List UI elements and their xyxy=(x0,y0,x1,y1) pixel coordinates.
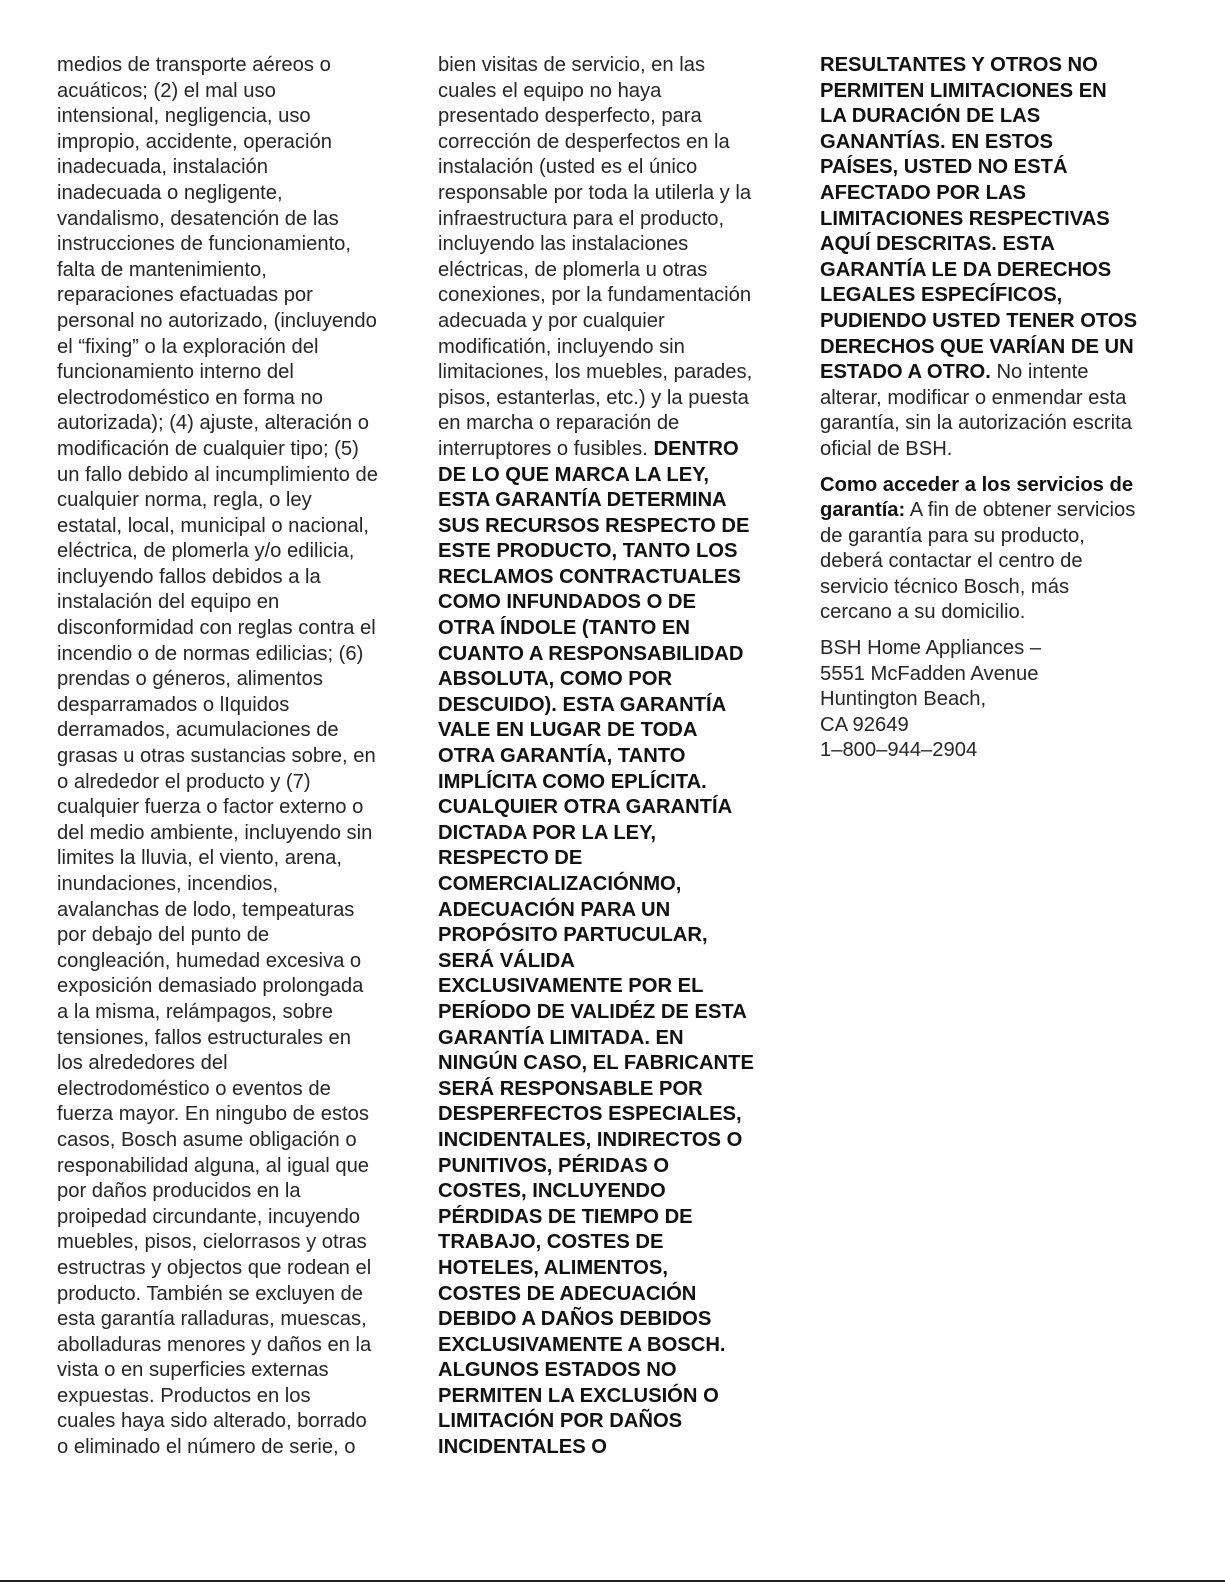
text-line xyxy=(57,1154,402,1180)
bold-text: LA DURACIÓN DE LAS xyxy=(820,105,1041,128)
text-line xyxy=(438,1179,783,1205)
text-line xyxy=(438,770,783,796)
text-line xyxy=(57,795,402,821)
text-line xyxy=(438,104,783,130)
bold-text: ABSOLUTA, COMO POR xyxy=(438,668,673,691)
text-line xyxy=(820,713,1165,739)
text-line xyxy=(438,1051,783,1077)
body-text: esta garantía ralladuras, muescas, xyxy=(57,1308,367,1331)
text-line xyxy=(57,53,402,79)
text-line xyxy=(438,335,783,361)
body-text: fuerza mayor. En ningubo de estos xyxy=(57,1103,369,1126)
body-text: casos, Bosch asume obligación o xyxy=(57,1128,357,1151)
text-line xyxy=(820,575,1165,601)
body-text: eléctrica, de plomerla y/o edilicia, xyxy=(57,540,355,563)
body-text: modificatión, incluyendo sin xyxy=(438,335,685,358)
body-text: en marcha o reparación de xyxy=(438,412,680,435)
text-line xyxy=(57,1179,402,1205)
text-line xyxy=(438,258,783,284)
body-text: proipedad circundante, incuyendo xyxy=(57,1205,361,1228)
text-line xyxy=(438,1154,783,1180)
body-text: medios de transporte aéreos o xyxy=(57,54,331,76)
bold-text: HOTELES, ALIMENTOS, xyxy=(438,1256,668,1279)
body-text: instalación del equipo en xyxy=(57,591,280,614)
text-line xyxy=(57,155,402,181)
text-line xyxy=(438,1282,783,1308)
body-text: un fallo debido al incumplimiento de xyxy=(57,463,378,486)
text-line xyxy=(438,744,783,770)
bold-text: DENTRO xyxy=(647,437,739,460)
text-line xyxy=(438,642,783,668)
bold-text: LIMITACIONES RESPECTIVAS xyxy=(820,207,1110,230)
bold-text: EXCLUSIVAMENTE A BOSCH. xyxy=(438,1333,726,1356)
bold-text: ESTE PRODUCTO, TANTO LOS xyxy=(438,540,738,563)
bold-text: PERÍODO DE VALIDÉZ DE ESTA xyxy=(438,1000,747,1023)
text-line xyxy=(438,923,783,949)
bold-text: PERMITEN LIMITACIONES EN xyxy=(820,79,1107,102)
bold-text: EXCLUSIVAMENTE POR EL xyxy=(438,975,704,998)
text-line xyxy=(438,283,783,309)
text-line xyxy=(820,181,1165,207)
text-line xyxy=(438,872,783,898)
text-line xyxy=(57,872,402,898)
text-line xyxy=(438,181,783,207)
text-line xyxy=(820,335,1165,361)
text-line xyxy=(57,1333,402,1359)
body-text: disconformidad con reglas contra el xyxy=(57,617,376,640)
text-line xyxy=(820,53,1165,79)
text-line xyxy=(438,130,783,156)
body-text: cuales el equipo no haya xyxy=(438,79,662,102)
text-line xyxy=(57,1000,402,1026)
text-line xyxy=(57,411,402,437)
body-text: incluyendo las instalaciones xyxy=(438,233,689,256)
bold-text: RESULTANTES Y OTROS NO xyxy=(820,54,1098,76)
text-line xyxy=(438,846,783,872)
body-text: CA 92649 xyxy=(820,713,909,736)
body-text: No intente xyxy=(990,361,1089,384)
bold-text: INCIDENTALES O xyxy=(438,1436,607,1459)
body-text: cuales haya sido alterado, borrado xyxy=(57,1410,367,1433)
text-line xyxy=(57,488,402,514)
text-line xyxy=(57,463,402,489)
body-text: expuestas. Productos en los xyxy=(57,1384,311,1407)
text-line xyxy=(820,549,1165,575)
text-line xyxy=(438,795,783,821)
body-text: instrucciones de funcionamiento, xyxy=(57,233,352,256)
text-line xyxy=(57,1409,402,1435)
body-text: alterar, modificar o enmendar esta xyxy=(820,386,1127,409)
body-text: cercano a su domicilio. xyxy=(820,601,1026,624)
text-line xyxy=(57,514,402,540)
text-line xyxy=(57,207,402,233)
bold-text: COSTES, INCLUYENDO xyxy=(438,1180,666,1203)
body-text: producto. También se excluyen de xyxy=(57,1282,363,1305)
text-line xyxy=(820,600,1165,626)
body-text: exposición demasiado prolongada xyxy=(57,975,364,998)
text-line xyxy=(820,473,1165,499)
text-line xyxy=(820,662,1165,688)
text-line xyxy=(57,718,402,744)
text-line xyxy=(438,360,783,386)
bold-text: DESCUIDO). ESTA GARANTÍA xyxy=(438,693,727,716)
body-text: electrodoméstico en forma no xyxy=(57,386,323,409)
body-text: vista o en superficies externas xyxy=(57,1359,329,1382)
text-line xyxy=(57,1282,402,1308)
bold-text: RESPECTO DE xyxy=(438,847,583,870)
text-line xyxy=(57,335,402,361)
text-line xyxy=(438,616,783,642)
bold-text: ESTA GARANTÍA DETERMINA xyxy=(438,489,727,512)
text-line xyxy=(438,53,783,79)
body-text: reparaciones efactuadas por xyxy=(57,284,313,307)
text-line xyxy=(57,974,402,1000)
text-line xyxy=(57,130,402,156)
bold-text: ALGUNOS ESTADOS NO xyxy=(438,1359,677,1382)
text-line xyxy=(57,821,402,847)
bold-text: NINGÚN CASO, EL FABRICANTE xyxy=(438,1052,754,1075)
text-column-1 xyxy=(57,53,402,1461)
body-text: eléctricas, de plomerla u otras xyxy=(438,258,708,281)
text-line xyxy=(57,846,402,872)
body-text: estructras y objectos que rodean el xyxy=(57,1256,372,1279)
text-line xyxy=(438,514,783,540)
body-text: oficial de BSH. xyxy=(820,437,953,460)
body-text: vandalismo, desatención de las xyxy=(57,207,339,230)
body-text: inadecuada o negligente, xyxy=(57,181,283,204)
body-text: estatal, local, municipal o nacional, xyxy=(57,514,369,537)
text-line xyxy=(820,411,1165,437)
text-line xyxy=(57,565,402,591)
bold-text: PUNITIVOS, PÉRIDAS O xyxy=(438,1154,670,1177)
body-text: los alrededores del xyxy=(57,1052,228,1075)
text-line xyxy=(820,283,1165,309)
body-text: por debajo del punto de xyxy=(57,924,270,947)
text-line xyxy=(57,258,402,284)
text-line xyxy=(57,590,402,616)
bold-text: ESTADO A OTRO. xyxy=(820,361,991,384)
text-line xyxy=(57,693,402,719)
body-text: 5551 McFadden Avenue xyxy=(820,662,1039,685)
body-text: pisos, estanterlas, etc.) y la puesta xyxy=(438,386,749,409)
body-text: personal no autorizado, (incluyendo xyxy=(57,309,377,332)
body-text: congleación, humedad excesiva o xyxy=(57,949,362,972)
body-text: instalación (usted es el único xyxy=(438,156,698,179)
bold-text: IMPLÍCITA COMO EPLÍCITA. xyxy=(438,770,707,793)
text-column-3 xyxy=(820,53,1165,764)
body-text: Huntington Beach, xyxy=(820,688,987,711)
text-line xyxy=(438,463,783,489)
text-line xyxy=(820,386,1165,412)
bold-text: DICTADA POR LA LEY, xyxy=(438,821,656,844)
text-line xyxy=(438,1205,783,1231)
body-text: o eliminado el número de serie, o xyxy=(57,1436,356,1459)
body-text: incendio o de normas edilicias; (6) xyxy=(57,642,364,665)
text-line xyxy=(57,1256,402,1282)
text-line xyxy=(438,1230,783,1256)
text-line xyxy=(438,1384,783,1410)
text-line xyxy=(57,1307,402,1333)
text-line xyxy=(57,1384,402,1410)
text-line xyxy=(820,437,1165,463)
text-line xyxy=(820,309,1165,335)
text-line xyxy=(57,79,402,105)
bold-text: AQUÍ DESCRITAS. ESTA xyxy=(820,233,1055,256)
body-text: BSH Home Appliances – xyxy=(820,637,1042,660)
text-line xyxy=(438,488,783,514)
body-text: o alrededor el producto y (7) xyxy=(57,770,311,793)
body-text: limitaciones, los muebles, parades, xyxy=(438,361,753,384)
text-line xyxy=(820,498,1165,524)
bold-text: PROPÓSITO PARTUCULAR, xyxy=(438,924,708,947)
body-text: 1–800–944–2904 xyxy=(820,739,978,762)
text-line xyxy=(57,539,402,565)
bold-text: LEGALES ESPECÍFICOS, xyxy=(820,284,1063,307)
text-line xyxy=(820,207,1165,233)
text-line xyxy=(57,1102,402,1128)
body-text: garantía, sin la autorización escrita xyxy=(820,412,1132,435)
text-line xyxy=(57,283,402,309)
text-line xyxy=(438,1000,783,1026)
body-text: acuáticos; (2) el mal uso xyxy=(57,79,276,102)
text-line xyxy=(438,1307,783,1333)
bold-text: Como acceder a los servicios de xyxy=(820,473,1134,496)
bold-text: VALE EN LUGAR DE TODA xyxy=(438,719,698,742)
body-text: conexiones, por la fundamentación xyxy=(438,284,752,307)
bold-text: OTRA ÍNDOLE (TANTO EN xyxy=(438,617,690,640)
body-text: intensional, negligencia, uso xyxy=(57,105,311,128)
body-text: deberá contactar el centro de xyxy=(820,550,1083,573)
bold-text: DESPERFECTOS ESPECIALES, xyxy=(438,1103,742,1126)
text-line xyxy=(820,232,1165,258)
text-line xyxy=(438,155,783,181)
bold-text: garantía: xyxy=(820,499,906,522)
text-line xyxy=(438,565,783,591)
body-text: infraestructura para el producto, xyxy=(438,207,725,230)
bold-text: PÉRDIDAS DE TIEMPO DE xyxy=(438,1205,693,1228)
text-line xyxy=(57,1358,402,1384)
bold-text: PAÍSES, USTED NO ESTÁ xyxy=(820,156,1068,179)
body-text: servicio técnico Bosch, más xyxy=(820,575,1070,598)
paragraph-gap xyxy=(820,463,1165,473)
text-line xyxy=(57,1435,402,1461)
body-text: bien visitas de servicio, en las xyxy=(438,54,706,76)
bold-text: LIMITACIÓN POR DAÑOS xyxy=(438,1410,683,1433)
text-line xyxy=(820,636,1165,662)
bold-text: INCIDENTALES, INDIRECTOS O xyxy=(438,1128,743,1151)
bold-text: GANANTÍAS. EN ESTOS xyxy=(820,130,1053,153)
text-line xyxy=(57,949,402,975)
text-line xyxy=(57,744,402,770)
text-line xyxy=(57,616,402,642)
text-line xyxy=(438,232,783,258)
body-text: presentado desperfecto, para xyxy=(438,105,702,128)
text-line xyxy=(438,386,783,412)
bold-text: GARANTÍA LIMITADA. EN xyxy=(438,1026,684,1049)
text-line xyxy=(438,1409,783,1435)
text-line xyxy=(57,1230,402,1256)
text-line xyxy=(820,104,1165,130)
bold-text: DEBIDO A DAÑOS DEBIDOS xyxy=(438,1308,712,1331)
text-line xyxy=(438,1077,783,1103)
bold-text: ADECUACIÓN PARA UN xyxy=(438,898,671,921)
text-line xyxy=(438,1435,783,1461)
text-line xyxy=(438,1102,783,1128)
text-line xyxy=(820,155,1165,181)
body-text: avalanchas de lodo, tempeaturas xyxy=(57,898,355,921)
text-line xyxy=(57,104,402,130)
text-line xyxy=(438,1333,783,1359)
text-line xyxy=(57,642,402,668)
text-line xyxy=(57,1051,402,1077)
text-line xyxy=(438,590,783,616)
text-line xyxy=(438,79,783,105)
text-line xyxy=(820,687,1165,713)
body-text: por daños producidos en la xyxy=(57,1180,301,1203)
text-line xyxy=(438,821,783,847)
text-line xyxy=(57,923,402,949)
text-line xyxy=(57,667,402,693)
bold-text: SERÁ RESPONSABLE POR xyxy=(438,1077,703,1100)
body-text: tensiones, fallos estructurales en xyxy=(57,1026,352,1049)
text-line xyxy=(438,949,783,975)
paragraph-gap xyxy=(820,626,1165,636)
text-line xyxy=(438,437,783,463)
bold-text: RECLAMOS CONTRACTUALES xyxy=(438,565,741,588)
bold-text: COMERCIALIZACIÓNMO, xyxy=(438,873,682,895)
body-text: responsable por toda la utilerla y la xyxy=(438,181,752,204)
body-text: del medio ambiente, incluyendo sin xyxy=(57,821,373,844)
bold-text: CUALQUIER OTRA GARANTÍA xyxy=(438,796,733,819)
text-line xyxy=(820,79,1165,105)
body-text: funcionamiento interno del xyxy=(57,361,294,384)
body-text: de garantía para su producto, xyxy=(820,524,1085,547)
text-line xyxy=(57,1077,402,1103)
text-line xyxy=(57,232,402,258)
bold-text: SERÁ VÁLIDA xyxy=(438,949,575,972)
text-line xyxy=(820,738,1165,764)
bold-text: PUDIENDO USTED TENER OTOS xyxy=(820,309,1138,332)
text-line xyxy=(438,1026,783,1052)
text-line xyxy=(57,360,402,386)
text-line xyxy=(57,437,402,463)
text-line xyxy=(57,386,402,412)
text-line xyxy=(57,309,402,335)
text-line xyxy=(820,258,1165,284)
body-text: limites la lluvia, el viento, arena, xyxy=(57,847,343,870)
text-line xyxy=(438,309,783,335)
body-text: abolladuras menores y daños en la xyxy=(57,1333,372,1356)
body-text: desparramados o lIquidos xyxy=(57,693,290,716)
body-text: muebles, pisos, cielorrasos y otras xyxy=(57,1231,367,1254)
text-line xyxy=(57,1128,402,1154)
bold-text: COSTES DE ADECUACIÓN xyxy=(438,1282,697,1305)
text-line xyxy=(57,1205,402,1231)
body-text: derramados, acumulaciones de xyxy=(57,719,339,742)
bold-text: CUANTO A RESPONSABILIDAD xyxy=(438,642,744,665)
bold-text: DE LO QUE MARCA LA LEY, xyxy=(438,463,710,486)
text-line xyxy=(438,693,783,719)
body-text: electrodoméstico o eventos de xyxy=(57,1077,331,1100)
text-line xyxy=(438,1256,783,1282)
text-line xyxy=(438,974,783,1000)
text-line xyxy=(438,539,783,565)
bold-text: OTRA GARANTÍA, TANTO xyxy=(438,745,686,768)
text-line xyxy=(820,130,1165,156)
bold-text: PERMITEN LA EXCLUSIÓN O xyxy=(438,1384,719,1407)
bold-text: DERECHOS QUE VARÍAN DE UN xyxy=(820,335,1134,358)
body-text: A fin de obtener servicios xyxy=(905,499,1136,522)
body-text: grasas u otras sustancias sobre, en xyxy=(57,745,376,768)
text-line xyxy=(438,207,783,233)
body-text: prendas o géneros, alimentos xyxy=(57,668,323,691)
bold-text: GARANTÍA LE DA DERECHOS xyxy=(820,258,1112,281)
bold-text: SUS RECURSOS RESPECTO DE xyxy=(438,514,750,537)
text-line xyxy=(438,718,783,744)
body-text: responabilidad alguna, al igual que xyxy=(57,1154,370,1177)
body-text: el “fixing” o la exploración del xyxy=(57,335,319,358)
text-line xyxy=(57,770,402,796)
body-text: adecuada y por cualquier xyxy=(438,309,665,332)
body-text: inundaciones, incendios, xyxy=(57,873,279,895)
text-line xyxy=(57,898,402,924)
bold-text: COMO INFUNDADOS O DE xyxy=(438,591,696,614)
body-text: impropio, accidente, operación xyxy=(57,130,332,153)
text-line xyxy=(438,1358,783,1384)
body-text: modificación de cualquier tipo; (5) xyxy=(57,437,359,460)
bold-text: AFECTADO POR LAS xyxy=(820,181,1026,204)
text-line xyxy=(438,898,783,924)
text-line xyxy=(438,411,783,437)
text-line xyxy=(820,360,1165,386)
body-text: interruptores o fusibles. xyxy=(438,437,648,460)
body-text: a la misma, relámpagos, sobre xyxy=(57,1000,334,1023)
page-bottom-rule xyxy=(0,1580,1225,1582)
text-column-2 xyxy=(438,53,783,1461)
text-line xyxy=(820,524,1165,550)
body-text: inadecuada, instalación xyxy=(57,156,269,179)
text-line xyxy=(438,667,783,693)
body-text: cualquier fuerza o factor externo o xyxy=(57,796,364,819)
text-line xyxy=(57,1026,402,1052)
body-text: autorizada); (4) ajuste, alteración o xyxy=(57,412,369,435)
body-text: incluyendo fallos debidos a la xyxy=(57,565,321,588)
body-text: falta de mantenimiento, xyxy=(57,258,267,281)
bold-text: TRABAJO, COSTES DE xyxy=(438,1231,664,1254)
text-line xyxy=(438,1128,783,1154)
body-text: corrección de desperfectos en la xyxy=(438,130,730,153)
body-text: cualquier norma, regla, o ley xyxy=(57,489,312,512)
text-line xyxy=(57,181,402,207)
